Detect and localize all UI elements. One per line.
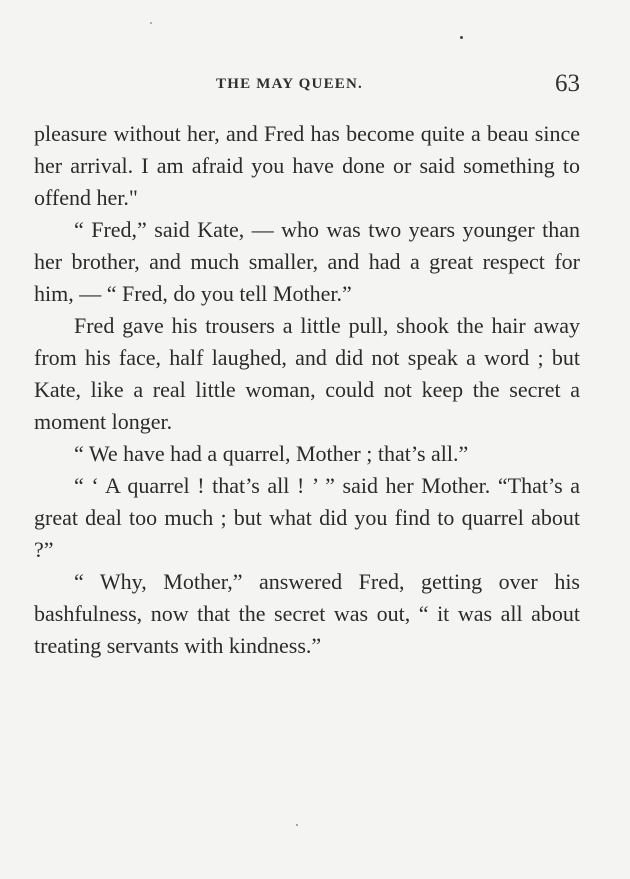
paragraph: “ We have had a quarrel, Mother ; that’s all.” bbox=[74, 441, 469, 466]
page-body-text bbox=[34, 118, 580, 662]
page-number: 63 bbox=[555, 70, 580, 97]
ink-speck bbox=[460, 36, 463, 39]
paragraph: “ ‘ A quarrel ! that’s all ! ’ ” said her Mother. “That’s a great deal too much ; but what did you find to quarrel about ?” bbox=[34, 473, 580, 562]
page-header bbox=[34, 70, 580, 102]
ink-speck bbox=[150, 22, 152, 24]
paragraph: “ Why, Mother,” answered Fred, getting over his bashfulness, now that the secret was out, “ it was all about treating servants with kindness.” bbox=[34, 569, 580, 658]
ink-speck bbox=[296, 824, 298, 826]
running-title: THE MAY QUEEN. bbox=[216, 76, 363, 92]
paragraph: Fred gave his trousers a little pull, shook the hair away from his face, half laughed, and did not speak a word ; but Kate, like a real little woman, could not keep the secret a moment longer. bbox=[34, 313, 580, 434]
paragraph: “ Fred,” said Kate, — who was two years younger than her brother, and much smaller, and had a great respect for him, — “ Fred, do you tell Mother.” bbox=[34, 217, 580, 306]
paragraph: pleasure without her, and Fred has become quite a beau since her arrival. I am afraid you have done or said something to offend her." bbox=[34, 121, 580, 210]
